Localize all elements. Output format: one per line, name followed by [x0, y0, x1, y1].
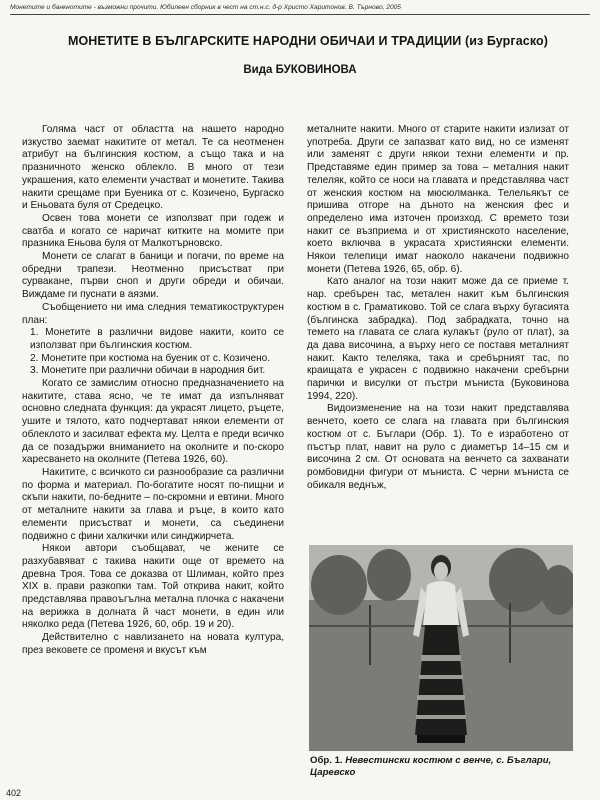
paragraph: Когато се замислим относно предназначението на накитите, става ясно, че те имат да изпълняват основно следната функция: да украсят лицето, ръцете, ушите и тялото, като подчертават някои елементи от облеклото и засилват ефекта му. Целта е преди всичко да се позадържи вниманието на околните и по-скоро харесването на околните (Петева 1926, 60). — [22, 378, 284, 466]
paragraph: Някои автори съобщават, че жените се разхубавяват с такива накити още от времето на древна Троя. Това се доказва от Шлиман, който през XIX в. прави разкопки там. Той открива накит, който представлява правоъгълна метална плочка с накачени на верижка в долната й част монети, в един или няколко реда (Петева 1926, 60, обр. 19 и 20). — [22, 543, 284, 631]
left-column — [22, 124, 284, 658]
caption-label: Обр. 1. — [310, 755, 343, 766]
paragraph: металните накити. Много от старите накити излизат от употреба. Други се запазват като вид, но се изменят или заменят с други някои техни елементи и пр. Представяме един пример за това – металния накит телеляк, който се носи на главата и представлява част от женския костюм на мюсюлманка. Телельякът се пришива отгоре на дъното на женския фес и определено има източен произход. С времето този накит се възприема и от християнското население, което включва в украсата християнски елементи. Някои телепици имат наоколо накачени подвижно монети (Петева 1926, 65, обр. 6). — [307, 124, 569, 275]
right-column — [307, 124, 569, 492]
paragraph: Монети се слагат в баници и погачи, по време на обредни трапези. Неотменно присъстват при сурвакане, първи сноп и други обреди и обичаи. Виждаме ги пуснати в аязми. — [22, 251, 284, 301]
running-header: Монетите и банкнотите - възможни прочити. Юбилеен сборник в чест на ст.н.с. д-р Христо Харитонов. В. Търново, 2005 — [10, 4, 590, 15]
paragraph: Като аналог на този накит може да се приеме т. нар. сребърен тас, метален накит към бългинския костюм в с. Граматиково. Той се слага върху бугасията (бългинска забрадка). Под забрадката, точно на темето на главата се слага кулакът (руло от плат), за да дава височина, а върху него се поставя металният накит. Както телеляка, така и сребърният тас, по краищата е украсен с подвижно накачени сребърни парички и висулки от пъстри мъниста (Буковинова 1994, 220). — [307, 276, 569, 402]
plan-item: 2. Монетите при костюма на буеник от с. Козичено. — [30, 352, 271, 364]
figure-caption — [310, 755, 572, 779]
bride-costume-photo — [309, 545, 573, 751]
paragraph: Освен това монети се използват при годеж и сватба и когато се наричат китките на момите при празника Еньова буля от Малкотърновско. — [22, 212, 284, 250]
article-title: МОНЕТИТЕ В БЪЛГАРСКИТЕ НАРОДНИ ОБИЧАИ И ТРАДИЦИИ (из Бургаско) — [67, 34, 549, 48]
caption-text: Невестински костюм с венче, с. Бъглари, Царевско — [310, 755, 552, 778]
article-author: Вида БУКОВИНОВА — [243, 64, 357, 76]
page-number: 402 — [6, 788, 22, 798]
paragraph: Съобщението ни има следния тематикоструктурен план: — [22, 301, 284, 326]
figure-photo — [309, 545, 573, 751]
plan-item: 1. Монетите в различни видове накити, които се използват при бългинския костюм. — [30, 327, 284, 351]
paragraph: Действително с навлизането на новата култура, през вековете се променя и вкусът към — [22, 632, 284, 656]
paragraph: Голяма част от областта на нашето народно изкуство заемат накитите от метал. Те са неотменен атрибут на бългинския костюм, а също така и на празничното женско облекло. В много от тези украшения, като елементи участват и монетите. Такива накити срещаме при Буеника от с. Козичено, Бургаско и Еньовата буля от Средецко. — [22, 124, 284, 212]
plan-item: 3. Монетите при различни обичаи в народния бит. — [30, 365, 266, 377]
paragraph: Видоизменение на на този накит представлява венчето, което се слага на главата при бългинския костюм от с. Бъглари (Обр. 1). То е изработено от пъстър плат, навит на руло с диаметър 14–15 см и височина 2 см. От основата на венчето са захванати ромбовидни фигури от мъниста. С черни мъниста се обикаля веднъж, — [307, 403, 569, 491]
paragraph: Накитите, с всичкото си разнообразие са различни по форма и материал. По-богатите носят по-пищни и скъпи накити, по-бедните – по-скромни и евтини. Много от металните накити за глава и ръце, в които като елементи присъстват и монети, са съединени подвижно с фини халкички или синджирчета. — [22, 466, 284, 542]
